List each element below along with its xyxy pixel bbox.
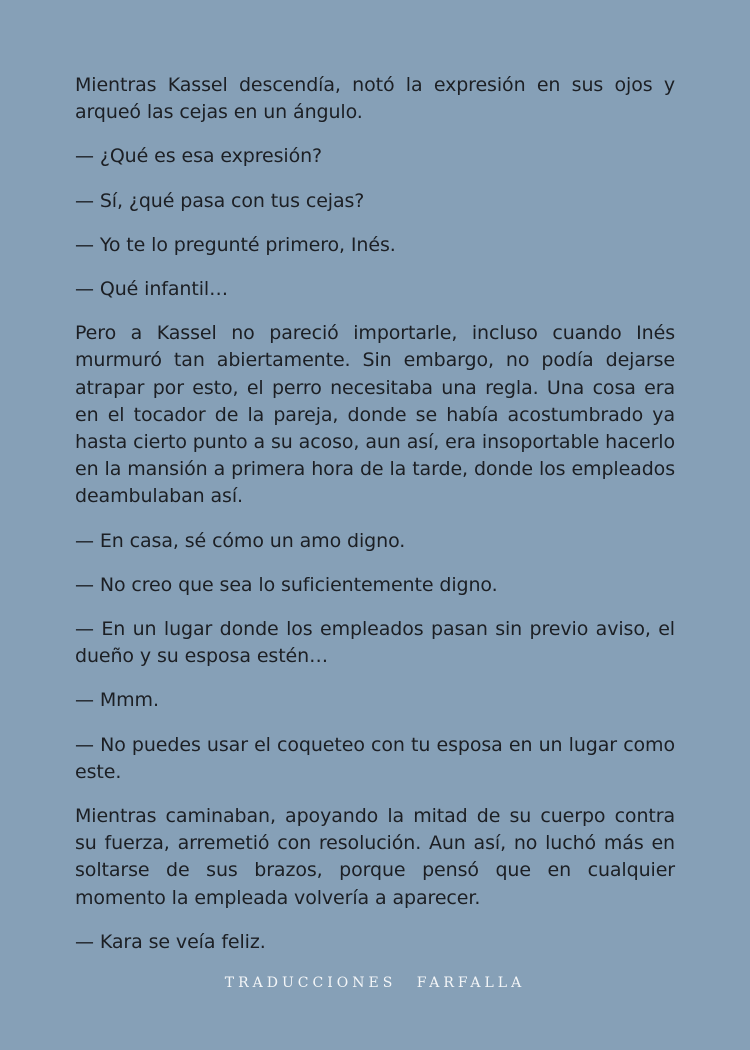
dialogue-line: — No puedes usar el coqueteo con tu esposa en un lugar como este. <box>75 733 675 783</box>
dialogue-line: — Sí, ¿qué pasa con tus cejas? <box>75 189 365 212</box>
dialogue-line: — ¿Qué es esa expresión? <box>75 145 323 168</box>
paragraph: Mientras Kassel descendía, notó la expresión en sus ojos y arqueó las cejas en un ángulo. <box>75 74 675 124</box>
dialogue-line: — Kara se veía feliz. <box>75 930 266 953</box>
body-text <box>75 72 675 973</box>
dialogue-line: — No creo que sea lo suficientemente digno. <box>75 573 498 596</box>
footer-credit: TRADUCCIONES FARFALLA <box>224 975 526 991</box>
dialogue-line: — Yo te lo pregunté primero, Inés. <box>75 233 396 256</box>
dialogue-line: — Mmm. <box>75 689 159 712</box>
paragraph: Pero a Kassel no pareció importarle, incluso cuando Inés murmuró tan abiertamente. Sin embargo, no podía dejarse atrapar por esto, el perro necesitaba una regla. Una cosa era en el tocador de la pareja, donde se había acostumbrado ya hasta cierto punto a su acoso, aun así, era insoportable hacerlo en la mansión a primera hora de la tarde, donde los empleados deambulaban así. <box>75 322 675 508</box>
dialogue-line: — En un lugar donde los empleados pasan sin previo aviso, el dueño y su esposa estén… <box>75 618 675 668</box>
dialogue-line: — Qué infantil… <box>75 278 228 301</box>
paragraph: Mientras caminaban, apoyando la mitad de su cuerpo contra su fuerza, arremetió con resolución. Aun así, no luchó más en soltarse de sus brazos, porque pensó que en cualquier momento la empleada volvería a aparecer. <box>75 805 675 909</box>
dialogue-line: — En casa, sé cómo un amo digno. <box>75 529 406 552</box>
